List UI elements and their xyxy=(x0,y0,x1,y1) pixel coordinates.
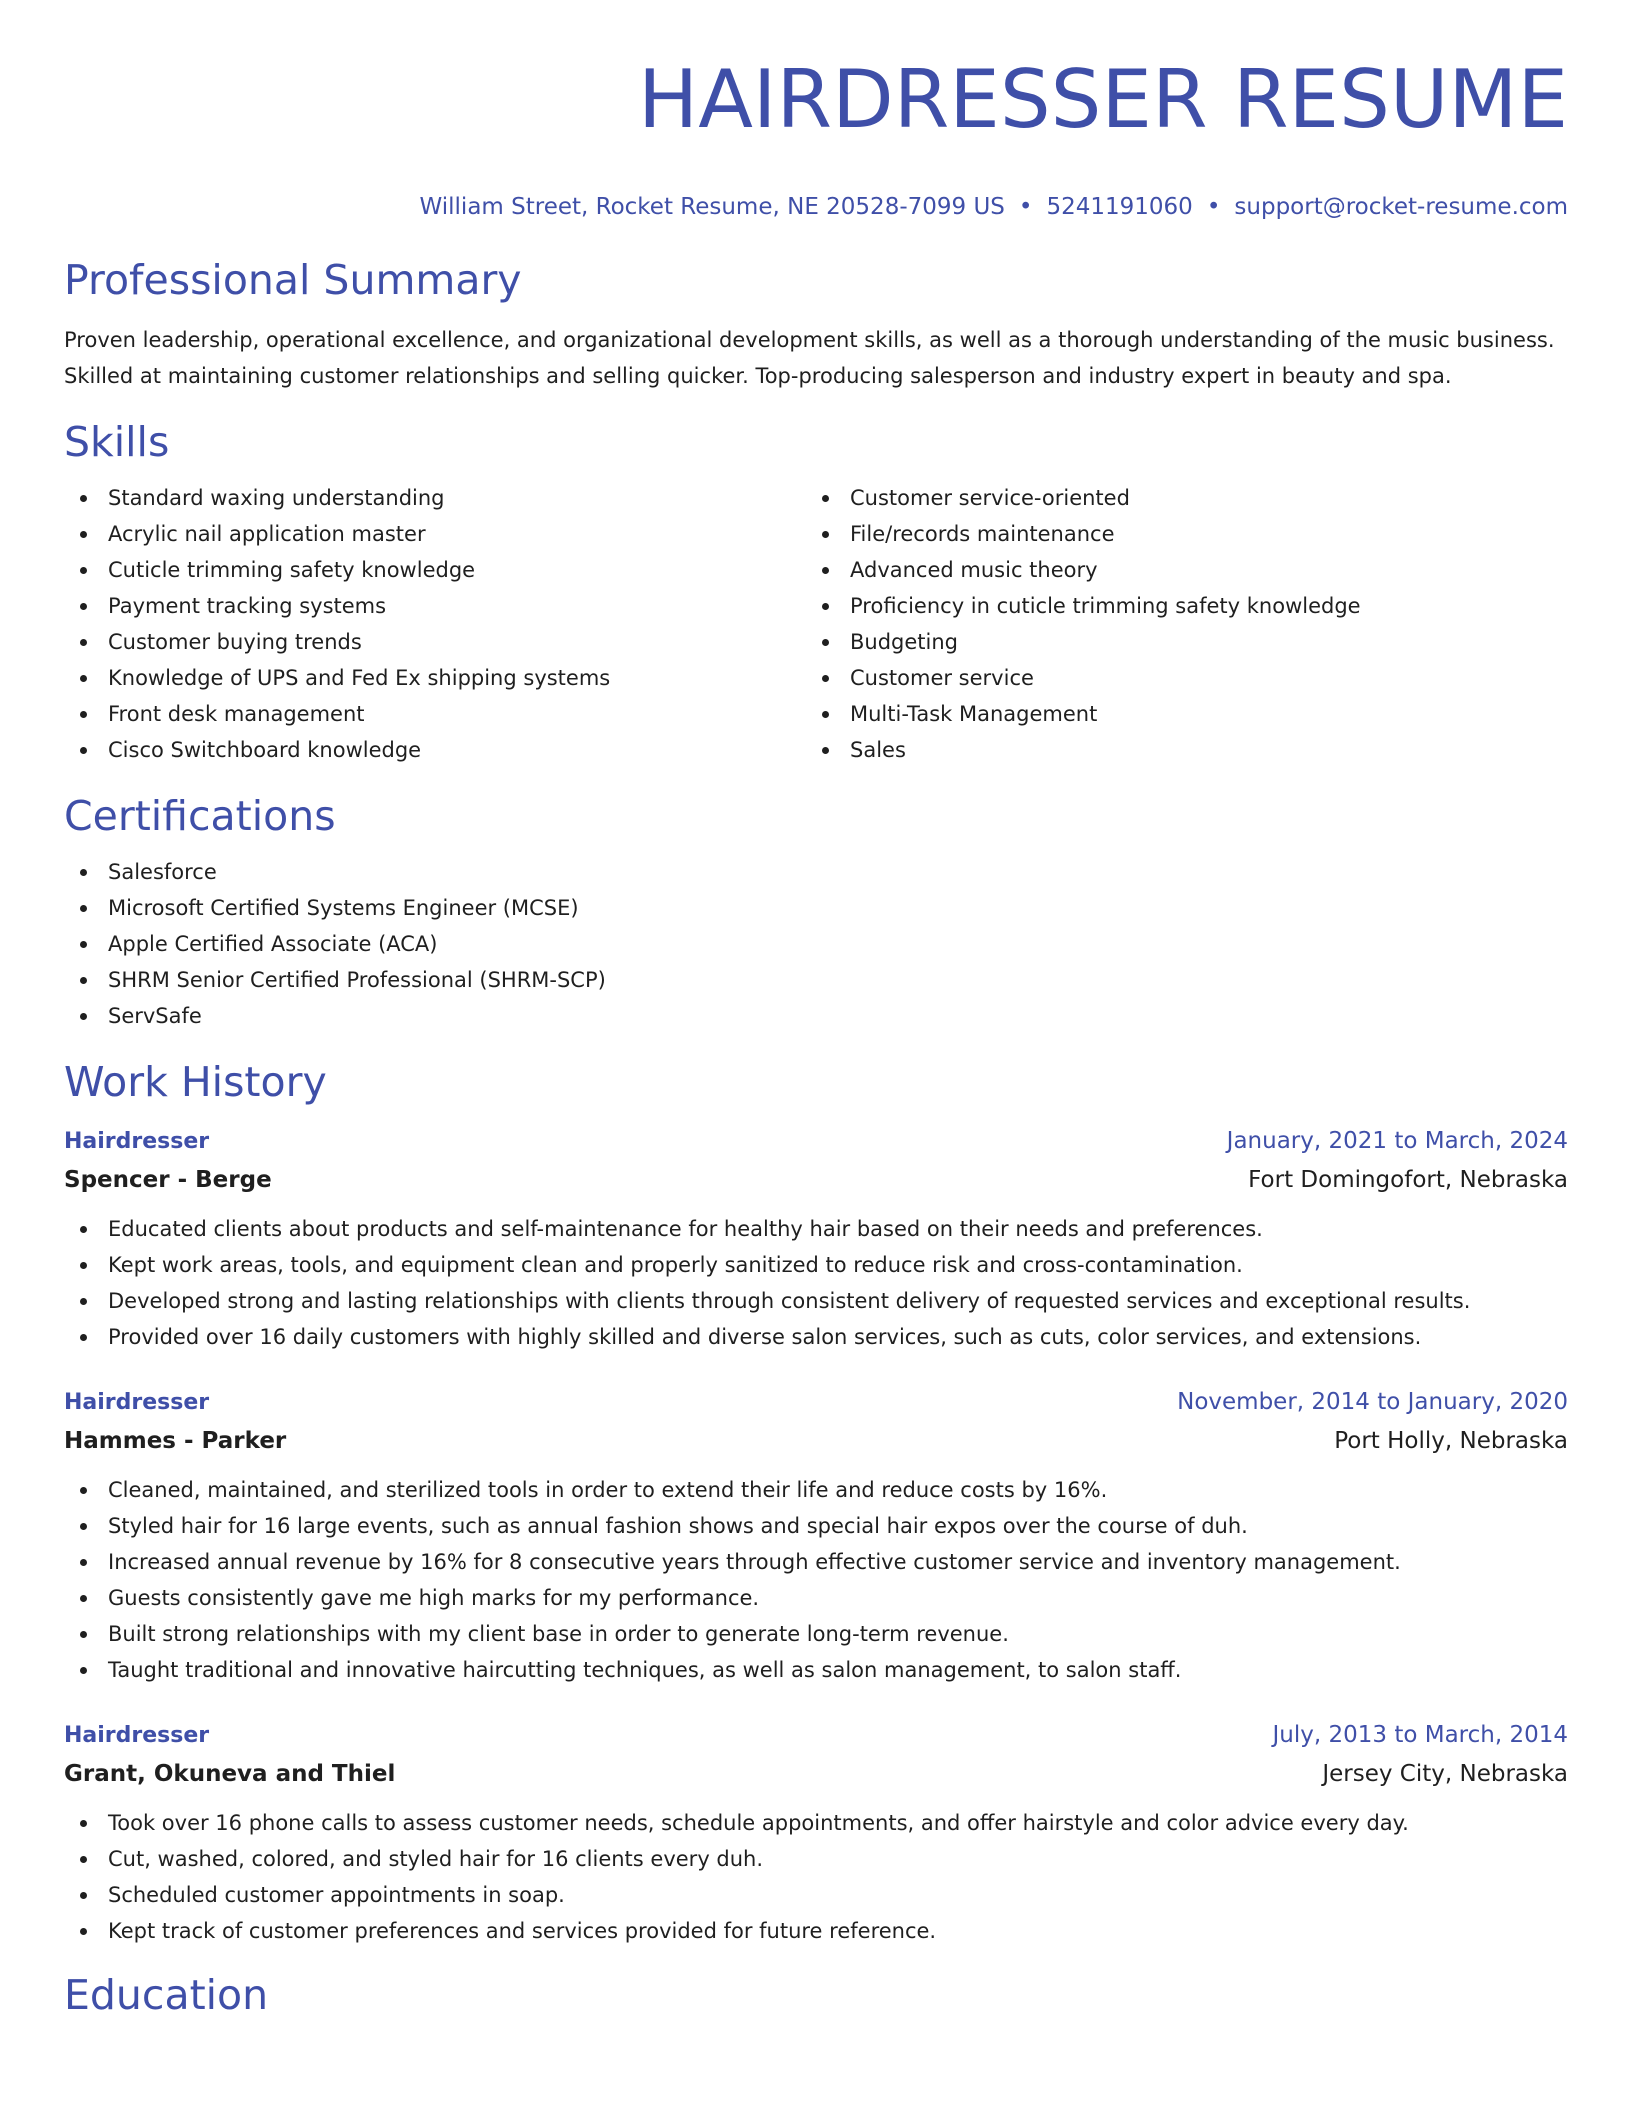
contact-line xyxy=(64,192,1568,222)
skill-item: Payment tracking systems xyxy=(64,588,806,624)
skill-item: Front desk management xyxy=(64,696,806,732)
skill-item: Standard waxing understanding xyxy=(64,480,806,516)
skills-heading: Skills xyxy=(64,418,170,466)
job-bullet: Educated clients about products and self-maintenance for healthy hair based on their needs and preferences. xyxy=(64,1211,1568,1247)
summary-heading: Professional Summary xyxy=(64,256,522,304)
resume-name: HAIRDRESSER RESUME xyxy=(638,53,1568,146)
certification-item: Apple Certified Associate (ACA) xyxy=(64,926,1568,962)
job-bullet: Taught traditional and innovative haircutting techniques, as well as salon management, to salon staff. xyxy=(64,1652,1568,1688)
job-dates: January, 2021 to March, 2024 xyxy=(1226,1128,1568,1154)
job-entry xyxy=(64,1716,1568,1949)
job-location: Jersey City, Nebraska xyxy=(1322,1761,1568,1787)
job-company-row xyxy=(64,1755,1568,1793)
job-company: Hammes - Parker xyxy=(64,1428,287,1454)
job-title: Hairdresser xyxy=(64,1129,210,1154)
certification-item: Salesforce xyxy=(64,854,1568,890)
job-bullet: Cut, washed, colored, and styled hair for 16 clients every duh. xyxy=(64,1841,1568,1877)
job-bullets xyxy=(64,1805,1568,1949)
skill-item: File/records maintenance xyxy=(806,516,1548,552)
resume-page xyxy=(64,0,1568,2021)
job-bullet: Provided over 16 daily customers with highly skilled and diverse salon services, such as cuts, color services, and extensions. xyxy=(64,1319,1568,1355)
job-bullet: Built strong relationships with my client base in order to generate long-term revenue. xyxy=(64,1616,1568,1652)
job-dates: November, 2014 to January, 2020 xyxy=(1177,1389,1568,1415)
skill-item: Cuticle trimming safety knowledge xyxy=(64,552,806,588)
certifications-heading: Certifications xyxy=(64,792,336,840)
job-dates: July, 2013 to March, 2014 xyxy=(1272,1722,1568,1748)
skill-item: Proficiency in cuticle trimming safety knowledge xyxy=(806,588,1548,624)
job-company-row xyxy=(64,1161,1568,1199)
contact-separator: • xyxy=(1206,194,1221,220)
contact-email: support@rocket-resume.com xyxy=(1234,194,1568,220)
certification-item: ServSafe xyxy=(64,998,1568,1034)
job-bullet: Kept track of customer preferences and services provided for future reference. xyxy=(64,1913,1568,1949)
job-bullets xyxy=(64,1472,1568,1688)
skill-item: Customer buying trends xyxy=(64,624,806,660)
skill-item: Customer service xyxy=(806,660,1548,696)
summary-text: Proven leadership, operational excellence, and organizational development skills, as well as a thorough understanding of the music business. Skilled at maintaining customer relationships and selling quicker. Top-producing salesperson and industry expert in beauty and spa. xyxy=(64,328,1555,388)
job-bullet: Kept work areas, tools, and equipment clean and properly sanitized to reduce risk and cross-contamination. xyxy=(64,1247,1568,1283)
job-bullet: Cleaned, maintained, and sterilized tools in order to extend their life and reduce costs by 16%. xyxy=(64,1472,1568,1508)
job-header-row xyxy=(64,1383,1568,1422)
contact-phone: 5241191060 xyxy=(1046,194,1193,220)
job-header-row xyxy=(64,1716,1568,1755)
skill-item: Sales xyxy=(806,732,1548,768)
skill-item: Multi-Task Management xyxy=(806,696,1548,732)
contact-address: William Street, Rocket Resume, NE 20528-7099 US xyxy=(419,194,1005,220)
certification-item: Microsoft Certified Systems Engineer (MCSE) xyxy=(64,890,1568,926)
job-entry xyxy=(64,1122,1568,1355)
job-bullet: Increased annual revenue by 16% for 8 consecutive years through effective customer service and inventory management. xyxy=(64,1544,1568,1580)
job-location: Port Holly, Nebraska xyxy=(1334,1428,1568,1454)
job-company: Spencer - Berge xyxy=(64,1167,272,1193)
skill-item: Acrylic nail application master xyxy=(64,516,806,552)
job-bullet: Developed strong and lasting relationships with clients through consistent delivery of requested services and exceptional results. xyxy=(64,1283,1568,1319)
skill-item: Budgeting xyxy=(806,624,1548,660)
contact-separator: • xyxy=(1018,194,1033,220)
skill-item: Cisco Switchboard knowledge xyxy=(64,732,806,768)
job-bullets xyxy=(64,1211,1568,1355)
job-company-row xyxy=(64,1422,1568,1460)
skill-item: Advanced music theory xyxy=(806,552,1548,588)
skill-item: Knowledge of UPS and Fed Ex shipping systems xyxy=(64,660,806,696)
job-header-row xyxy=(64,1122,1568,1161)
job-bullet: Took over 16 phone calls to assess customer needs, schedule appointments, and offer hairstyle and color advice every day. xyxy=(64,1805,1568,1841)
skill-item: Customer service-oriented xyxy=(806,480,1548,516)
certification-item: SHRM Senior Certified Professional (SHRM-SCP) xyxy=(64,962,1568,998)
job-bullet: Guests consistently gave me high marks for my performance. xyxy=(64,1580,1568,1616)
job-bullet: Styled hair for 16 large events, such as annual fashion shows and special hair expos over the course of duh. xyxy=(64,1508,1568,1544)
skills-list-left xyxy=(64,480,806,768)
job-title: Hairdresser xyxy=(64,1390,210,1415)
certifications-list xyxy=(64,854,1568,1034)
job-entry xyxy=(64,1383,1568,1688)
job-location: Fort Domingofort, Nebraska xyxy=(1248,1167,1568,1193)
job-bullet: Scheduled customer appointments in soap. xyxy=(64,1877,1568,1913)
job-company: Grant, Okuneva and Thiel xyxy=(64,1761,396,1787)
skills-columns xyxy=(64,480,1568,768)
skills-list-right xyxy=(806,480,1548,768)
education-heading: Education xyxy=(64,1971,269,2019)
work-history-heading: Work History xyxy=(64,1058,327,1106)
job-title: Hairdresser xyxy=(64,1723,210,1748)
